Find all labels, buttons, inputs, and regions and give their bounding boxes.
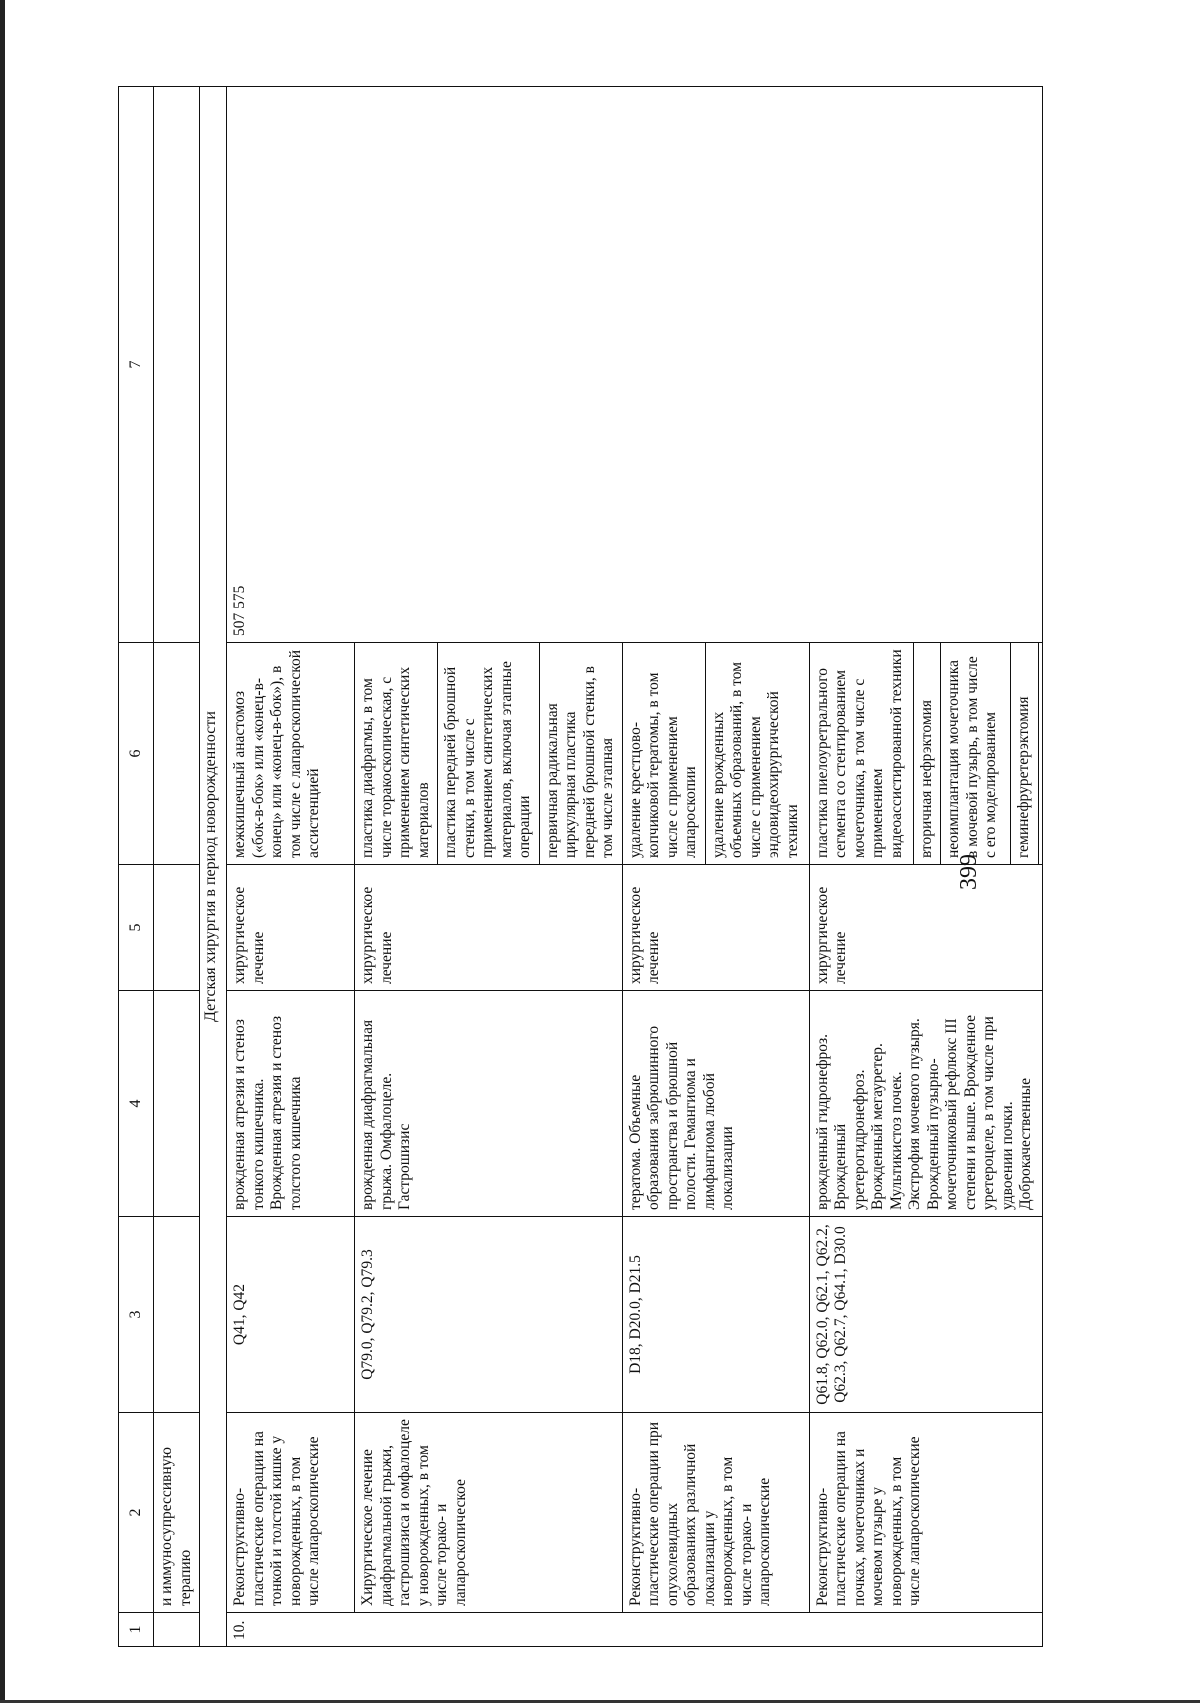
method: неоимплантация мочеточника в мочевой пузырь, в том числе с его моделированием bbox=[941, 643, 1011, 865]
diagnosis: врожденная диафрагмальная грыжа. Омфалоцеле. Гастрошизис bbox=[355, 991, 623, 1217]
continuation-text: и иммуносупрессивную терапию bbox=[154, 1413, 200, 1613]
method: пластика диафрагмы, в том числе торакоскопическая, с применением синтетических материалов bbox=[355, 643, 438, 865]
section-title: Детская хирургия в период новорожденности bbox=[200, 87, 227, 1647]
continuation-cell-1 bbox=[154, 1613, 200, 1647]
continuation-cell-6 bbox=[154, 643, 200, 865]
diagnosis: врожденная атрезия и стеноз тонкого кишечника. Врожденная атрезия и стеноз толстого кишечника bbox=[227, 991, 355, 1217]
group-price: 507 575 bbox=[227, 87, 1043, 643]
procedure-name: Реконструктивно-пластические операции на почках, мочеточниках и мочевом пузыре у новорожденных, в том числе лапароскопические bbox=[809, 1413, 1042, 1613]
rotated-page bbox=[118, 87, 1118, 1647]
method: вторичная нефрэктомия bbox=[913, 643, 941, 865]
header-cell-6: 6 bbox=[119, 643, 154, 865]
continuation-cell-3 bbox=[154, 1217, 200, 1413]
method: геминефруретерэктомия bbox=[1011, 643, 1039, 865]
diagnosis: тератома. Объемные образования забрюшинного пространства и брюшной полости. Гемангиома и лимфангиома любой локализации bbox=[622, 991, 809, 1217]
table-row bbox=[227, 87, 355, 1647]
group-number: 10. bbox=[227, 1613, 1043, 1647]
method: пластика пиелоуретрального сегмента со стентированием мочеточника, в том числе с применением видеоассистированной техники bbox=[809, 643, 913, 865]
procedures-table bbox=[118, 86, 1043, 1647]
icd-codes: Q41, Q42 bbox=[227, 1217, 355, 1413]
section-row bbox=[200, 87, 227, 1647]
continuation-cell-5 bbox=[154, 865, 200, 991]
method: первичная радикальная циркулярная пластика передней брюшной стенки, в том числе этапная bbox=[539, 643, 622, 865]
icd-codes: Q61.8, Q62.0, Q62.1, Q62.2, Q62.3, Q62.7, Q64.1, D30.0 bbox=[809, 1217, 1042, 1413]
method: удаление врожденных объемных образований, в том числе с применением эндовидеохирургической техники bbox=[705, 643, 809, 865]
header-cell-2: 2 bbox=[119, 1413, 154, 1613]
continuation-cell-7 bbox=[154, 87, 200, 643]
icd-codes: D18, D20.0, D21.5 bbox=[622, 1217, 809, 1413]
method: межкишечный анастомоз («бок-в-бок» или «конец-в-конец» или «конец-в-бок»), в том числе с лапароскопической ассистенцией bbox=[227, 643, 355, 865]
treatment-type: хирургическое лечение bbox=[355, 865, 623, 991]
header-cell-3: 3 bbox=[119, 1217, 154, 1413]
header-cell-5: 5 bbox=[119, 865, 154, 991]
procedure-name: Реконструктивно-пластические операции на тонкой и толстой кишке у новорожденных, в том числе лапароскопические bbox=[227, 1413, 355, 1613]
icd-codes: Q79.0, Q79.2, Q79.3 bbox=[355, 1217, 623, 1413]
header-cell-4: 4 bbox=[119, 991, 154, 1217]
header-cell-1: 1 bbox=[119, 1613, 154, 1647]
diagnosis: врожденный гидронефроз. Врожденный уретерогидронефроз. Врожденный мегауретер. Мультикистоз почек. Экстрофия мочевого пузыря. Врожденный пузырно-мочеточниковый рефлюкс III степени и выше. Врожденное уретероцеле, в том числе при удвоении почки. Доброкачественные bbox=[809, 991, 1042, 1217]
header-cell-7: 7 bbox=[119, 87, 154, 643]
continuation-row bbox=[154, 87, 200, 1647]
treatment-type: хирургическое лечение bbox=[809, 865, 1042, 991]
treatment-type: хирургическое лечение bbox=[227, 865, 355, 991]
page-number: 399 bbox=[956, 854, 982, 890]
procedure-name: Реконструктивно-пластические операции при опухолевидных образованиях различной локализации у новорожденных, в том числе торако- и лапароскопические bbox=[622, 1413, 809, 1613]
procedure-name: Хирургическое лечение диафрагмальной грыжи, гастрошизиса и омфалоцеле у новорожденных, в том числе торако- и лапароскопическое bbox=[355, 1413, 623, 1613]
header-row bbox=[119, 87, 154, 1647]
method: удаление крестцово-копчиковой тератомы, в том числе с применением лапароскопии bbox=[622, 643, 705, 865]
scan-edge-left bbox=[0, 0, 5, 1703]
continuation-cell-4 bbox=[154, 991, 200, 1217]
method: пластика передней брюшной стенки, в том числе с применением синтетических материалов, включая этапные операции bbox=[438, 643, 540, 865]
treatment-type: хирургическое лечение bbox=[622, 865, 809, 991]
